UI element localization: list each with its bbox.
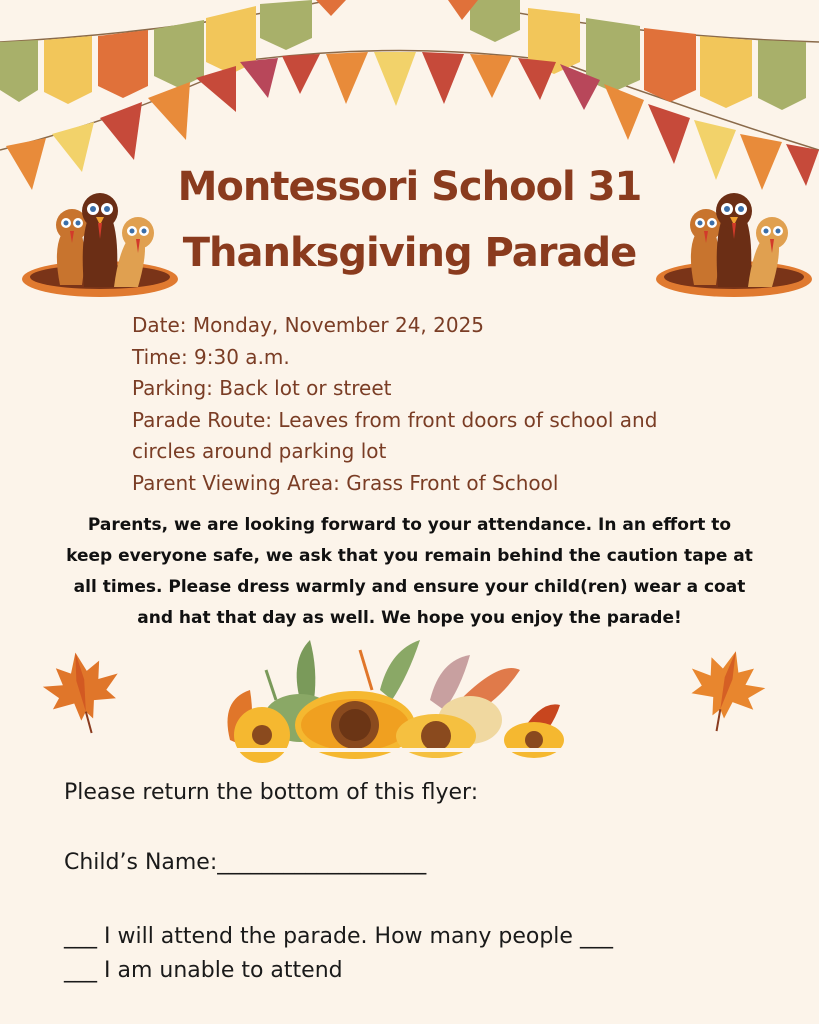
maple-leaf-icon	[678, 641, 773, 740]
parent-notice	[26, 510, 793, 634]
notice-line-2: keep everyone safe, we ask that you remain behind the caution tape at	[66, 546, 753, 566]
sunflower-arrangement	[214, 640, 584, 763]
unable-line: ___ I am unable to attend	[64, 958, 343, 983]
title-line-2: Thanksgiving Parade	[182, 230, 637, 276]
viewing-line: Parent Viewing Area: Grass Front of School	[132, 470, 559, 495]
return-heading: Please return the bottom of this flyer:	[64, 780, 479, 805]
route-line-2: circles around parking lot	[132, 439, 387, 463]
notice-line-3: all times. Please dress warmly and ensure your child(ren) wear a coat	[73, 577, 746, 597]
route-line-1: Parade Route: Leaves from front doors of school and	[132, 407, 658, 432]
notice-line-4: and hat that day as well. We hope you enjoy the parade!	[137, 608, 682, 628]
child-name-field: Child’s Name:___________________	[64, 850, 427, 875]
date-line: Date: Monday, November 24, 2025	[132, 313, 485, 337]
pennant-bunting	[0, 0, 819, 190]
event-details	[132, 310, 732, 499]
time-line: Time: 9:30 a.m.	[132, 344, 290, 369]
parking-line: Parking: Back lot or street	[132, 376, 392, 400]
maple-leaf-icon	[38, 646, 127, 740]
notice-line-1: Parents, we are looking forward to your attendance. In an effort to	[87, 515, 732, 535]
title-line-1: Montessori School 31	[177, 164, 642, 210]
attend-line: ___ I will attend the parade. How many people ___	[64, 924, 613, 949]
